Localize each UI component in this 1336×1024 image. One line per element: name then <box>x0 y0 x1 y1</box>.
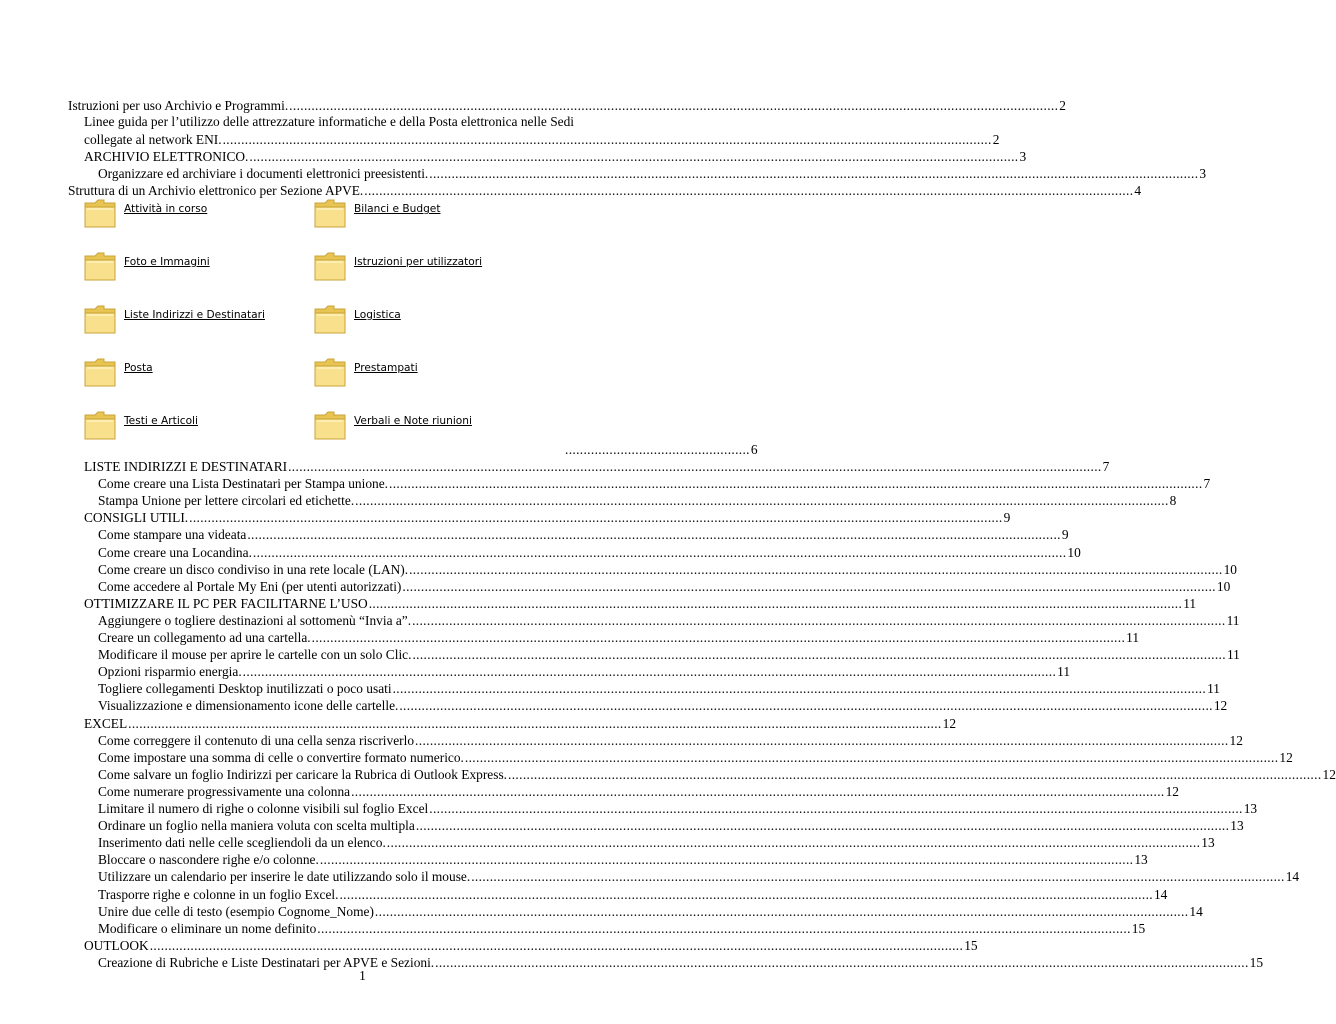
toc-entry[interactable] <box>84 714 957 732</box>
toc-entry-title: Aggiungere o togliere destinazioni al sottomenù “Invia a”. <box>98 612 412 628</box>
toc-leader-dots: ............................................................................................................................................................................................................................ <box>149 937 964 953</box>
folder-label: Liste Indirizzi e Destinatari <box>124 309 265 321</box>
toc-page-number: 10 <box>1223 561 1237 577</box>
toc-page-number: 3 <box>1199 166 1207 181</box>
toc-leader-dots: ............................................................................................................................................................................................................................ <box>399 698 1213 714</box>
toc-leader-dots: ............................................................................................................................................................................................................................ <box>402 578 1216 594</box>
toc-page-number: 7 <box>1203 476 1211 492</box>
toc-leader-dots: ................................................................................................................................................................................................................ <box>289 98 1059 113</box>
toc-entry-title[interactable]: Linee guida per l’utilizzo delle attrezzature informatiche e della Posta elettronica nelle Sedi <box>84 114 575 129</box>
folder-item[interactable] <box>82 245 210 285</box>
toc-entry-title: Stampa Unione per lettere circolari ed etichette. <box>98 493 355 509</box>
toc-entry-title: ARCHIVIO ELETTRONICO. <box>84 149 249 164</box>
toc-leader-dots: ............................................................................................................................................................................................................................ <box>415 732 1229 748</box>
toc-page-number: 14 <box>1153 886 1168 902</box>
folder-label: Testi e Articoli <box>124 415 198 427</box>
toc-page-number: 12 <box>942 715 957 731</box>
folder-item[interactable] <box>312 404 472 444</box>
toc-entry[interactable] <box>84 130 1000 148</box>
folder-label: Logistica <box>354 309 401 321</box>
toc-entry-title: collegate al network ENI. <box>84 132 222 147</box>
toc-page-number: 12 <box>1213 698 1228 714</box>
toc-leader-dots: ............................................................................................................................................................................................................................ <box>189 510 1003 526</box>
toc-leader-dots: ............................................................................................................................................................................................................................ <box>386 835 1201 851</box>
toc-page-number: 2 <box>1059 98 1066 113</box>
toc-entry[interactable] <box>98 919 1146 937</box>
folder-icon <box>312 406 348 442</box>
toc-leader-dots: ............................................................................................................................................................................................................................ <box>288 459 1102 474</box>
toc-leader-dots: ............................................................................................................................................................................................................................ <box>412 647 1226 663</box>
toc-leader-dots: ............................................................................................................................................................................................................................ <box>368 595 1183 611</box>
toc-entry-title: OUTLOOK <box>84 937 149 953</box>
toc-leader-dots: ............................................................................................................................................................................................................................ <box>435 954 1249 970</box>
toc-page-number: 3 <box>1019 149 1027 164</box>
toc-page-number: 12 <box>1229 732 1243 748</box>
toc-leader-dots: ............................................................................................................................................................................................................................ <box>351 783 1165 799</box>
toc-entry-title: Istruzioni per uso Archivio e Programmi. <box>68 98 289 113</box>
toc-entry-title: Organizzare ed archiviare i documenti elettronici preesistenti. <box>98 166 429 181</box>
toc-leader-dots: ............................................................................................................................................................................................................................ <box>429 801 1243 816</box>
toc-page-number: 14 <box>1189 903 1203 919</box>
toc-leader-dots: ................................................................................................................................................................................................................ <box>429 166 1199 181</box>
toc-entry[interactable] <box>98 525 1069 543</box>
folder-icon <box>312 300 348 336</box>
toc-leader-dots: ............................................................................................................................................................................................................................ <box>252 544 1067 560</box>
toc-entry[interactable] <box>98 543 1081 561</box>
toc-entry-title: Bloccare o nascondere righe e/o colonne. <box>98 852 319 868</box>
folder-label: Posta <box>124 362 153 374</box>
toc-leader-dots: ............................................................................................................................................................................................................................ <box>464 749 1279 765</box>
toc-entry-title: Modificare il mouse per aprire le cartelle con un solo Clic. <box>98 647 412 663</box>
toc-page-number: 13 <box>1230 818 1244 834</box>
toc-leader-dots: ............................................................................................................................................................................................................................ <box>247 527 1061 543</box>
folder-icon <box>82 247 118 283</box>
folder-icon <box>82 406 118 442</box>
toc-entry[interactable] <box>98 816 1244 834</box>
toc-entry[interactable] <box>98 833 1215 851</box>
toc-entry-title: Come stampare una videata <box>98 527 247 543</box>
folder-icon <box>82 300 118 336</box>
folder-item[interactable] <box>82 351 153 391</box>
toc-entry[interactable] <box>98 577 1231 595</box>
toc-leader-dots: ................................................................................................................................................................................................................ <box>249 149 1019 164</box>
toc-entry[interactable] <box>98 748 1293 766</box>
toc-page-number: 11 <box>1207 681 1220 697</box>
toc-leader-dots: ............................................................................................................................................................................................................................ <box>392 681 1207 697</box>
folder-item[interactable] <box>82 192 207 232</box>
folder-label: Attività in corso <box>124 203 208 215</box>
toc-entry-title: Visualizzazione e dimensionamento icone delle cartelle. <box>98 698 399 714</box>
toc-leader-dots: ............................................................................................................................................................................................................................ <box>409 561 1223 577</box>
toc-entry[interactable] <box>84 147 1027 165</box>
toc-page-number: 10 <box>1216 578 1231 594</box>
folder-label: Prestampati <box>354 362 418 374</box>
toc-entry-title: Togliere collegamenti Desktop inutilizzati o poco usati <box>98 681 392 697</box>
toc-entry-title: Creare un collegamento ad una cartella. <box>98 630 311 645</box>
folder-icon <box>82 353 118 389</box>
toc-entry-title: EXCEL <box>84 715 128 731</box>
toc-page-number: 15 <box>1249 954 1264 970</box>
toc-entry-title: Modificare o eliminare un nome definito <box>98 920 317 936</box>
toc-entry-title: Come creare una Locandina. <box>98 544 252 560</box>
toc-page-number: 9 <box>1061 527 1069 543</box>
toc-entry[interactable] <box>84 457 1110 475</box>
toc-entry[interactable] <box>98 628 1140 646</box>
toc-page-number: 11 <box>1226 647 1240 663</box>
toc-page-number: 7 <box>1102 459 1110 474</box>
toc-entry-title: Come salvare un foglio Indirizzi per caricare la Rubrica di Outlook Express. <box>98 766 508 782</box>
folder-icon <box>82 194 118 230</box>
toc-entry[interactable] <box>98 696 1228 714</box>
toc-leader-dots: ............................................................................................................................................................................................................................ <box>319 852 1134 868</box>
toc-entry-title: Unire due celle di testo (esempio Cognome_Nome) <box>98 903 374 919</box>
toc-leader-dots: ............................................................................................................................................................................................................................ <box>242 664 1057 680</box>
toc-page-number: 13 <box>1134 852 1148 868</box>
toc-entry-title: Come accedere al Portale My Eni (per utenti autorizzati) <box>98 578 402 594</box>
toc-page-number: 11 <box>1183 595 1197 611</box>
toc-entry-title: Struttura di un Archivio elettronico per Sezione APVE. <box>68 183 364 198</box>
toc-entry-title: Creazione di Rubriche e Liste Destinatari per APVE e Sezioni. <box>98 954 435 970</box>
toc-page-number: 2 <box>992 132 1000 147</box>
toc-entry[interactable] <box>98 474 1211 492</box>
folder-label: Verbali e Note riunioni <box>354 415 472 427</box>
toc-page-number: 12 <box>1322 766 1336 782</box>
toc-leader-dots: ................................................................................................................................................................................................................ <box>364 183 1134 198</box>
toc-entry[interactable] <box>84 594 1197 612</box>
toc-entry[interactable] <box>98 765 1336 783</box>
toc-entry-title: Limitare il numero di righe o colonne visibili sul foglio Excel <box>98 801 429 816</box>
toc-entry[interactable] <box>98 679 1220 697</box>
toc-entry[interactable] <box>98 902 1203 920</box>
folder-item[interactable] <box>312 245 482 285</box>
toc-page-number: 10 <box>1067 544 1081 560</box>
toc-entry[interactable] <box>98 645 1240 663</box>
toc-entry-title: CONSIGLI UTILI. <box>84 510 189 526</box>
toc-entry-title: OTTIMIZZARE IL PC PER FACILITARNE L’USO <box>84 595 368 611</box>
folder-icon <box>312 194 348 230</box>
toc-entry-title: Inserimento dati nelle celle scegliendoli da un elenco. <box>98 835 386 851</box>
toc-entry-title: Come creare un disco condiviso in una rete locale (LAN). <box>98 561 409 577</box>
toc-page-number: 6 <box>750 442 758 457</box>
folder-icon <box>312 353 348 389</box>
toc-entry[interactable] <box>98 731 1243 749</box>
folder-label: Istruzioni per utilizzatori <box>354 256 483 268</box>
toc-leader-dots: ............................................................................................................................................................................................................................ <box>415 818 1230 834</box>
toc-leader-dots: ............................................................................................................................................................................................................................ <box>128 715 942 731</box>
folder-icon <box>312 247 348 283</box>
toc-leader-dots: ................................................................................................................................................................................................................ <box>222 132 992 147</box>
folder-label: Bilanci e Budget <box>354 203 441 215</box>
folder-item[interactable] <box>312 298 401 338</box>
toc-entry[interactable] <box>84 936 978 954</box>
toc-page-number: 15 <box>964 937 978 953</box>
toc-entry[interactable] <box>98 799 1258 817</box>
toc-leader-dots: ............................................................................................................................................................................................................................ <box>412 612 1226 628</box>
toc-leader-dots: ............................................................................................................................................................................................................................ <box>508 766 1322 782</box>
toc-entry-continuation[interactable] <box>565 440 758 458</box>
toc-entry[interactable] <box>98 782 1179 800</box>
toc-entry[interactable] <box>68 96 1066 114</box>
page-number: 1 <box>359 968 366 983</box>
toc-page-number: 11 <box>1226 612 1240 628</box>
toc-entry-title: Come creare una Lista Destinatari per Stampa unione. <box>98 476 389 492</box>
toc-entry-title: LISTE INDIRIZZI E DESTINATARI <box>84 459 288 474</box>
toc-entry-title: Come correggere il contenuto di una cella senza riscriverlo <box>98 732 415 748</box>
toc-leader-dots: ............................................................................................................................................................................................................................ <box>374 903 1189 919</box>
toc-page-number: 11 <box>1126 630 1140 645</box>
toc-leader-dots: ............................................................................................................................................................................................................................ <box>389 476 1203 492</box>
toc-entry[interactable] <box>98 850 1148 868</box>
toc-page-number: 13 <box>1243 801 1258 816</box>
toc-page-number: 9 <box>1003 510 1011 526</box>
toc-leader-dots: .................................................. <box>565 442 750 457</box>
toc-page-number: 15 <box>1131 920 1146 936</box>
toc-entry[interactable] <box>98 885 1168 903</box>
folder-grid <box>82 192 502 444</box>
toc-entry[interactable] <box>98 560 1237 578</box>
toc-page-number: 4 <box>1134 183 1142 198</box>
folder-item[interactable] <box>312 351 418 391</box>
folder-item[interactable] <box>82 298 265 338</box>
toc-entry[interactable] <box>98 491 1177 509</box>
toc-page-number: 13 <box>1201 835 1215 851</box>
toc-page-number: 12 <box>1165 783 1179 799</box>
toc-entry-title: Trasporre righe e colonne in un foglio Excel. <box>98 886 339 902</box>
toc-entry[interactable] <box>98 662 1071 680</box>
folder-item[interactable] <box>82 404 198 444</box>
toc-entry-title: Come impostare una somma di celle o convertire formato numerico. <box>98 749 464 765</box>
toc-entry[interactable] <box>98 164 1207 182</box>
toc-leader-dots: ............................................................................................................................................................................................................................ <box>311 630 1126 645</box>
toc-page-number: 14 <box>1285 869 1300 885</box>
folder-item[interactable] <box>312 192 440 232</box>
toc-entry-title: Utilizzare un calendario per inserire le date utilizzando solo il mouse. <box>98 869 471 885</box>
toc-leader-dots: ............................................................................................................................................................................................................................ <box>471 869 1285 885</box>
folder-label: Foto e Immagini <box>124 256 210 268</box>
toc-leader-dots: ............................................................................................................................................................................................................................ <box>317 920 1131 936</box>
toc-leader-dots: ............................................................................................................................................................................................................................ <box>339 886 1153 902</box>
toc-entry[interactable] <box>84 508 1011 526</box>
toc-page-number: 8 <box>1169 493 1177 509</box>
toc-page-number: 12 <box>1279 749 1293 765</box>
toc-leader-dots: ............................................................................................................................................................................................................................ <box>355 493 1169 509</box>
toc-entry[interactable] <box>98 867 1300 885</box>
toc-entry-title: Come numerare progressivamente una colonna <box>98 783 351 799</box>
toc-entry-title: Ordinare un foglio nella maniera voluta con scelta multipla <box>98 818 415 834</box>
toc-page-number: 11 <box>1057 664 1071 680</box>
toc-entry-title: Opzioni risparmio energia. <box>98 664 242 680</box>
toc-entry[interactable] <box>98 611 1240 629</box>
